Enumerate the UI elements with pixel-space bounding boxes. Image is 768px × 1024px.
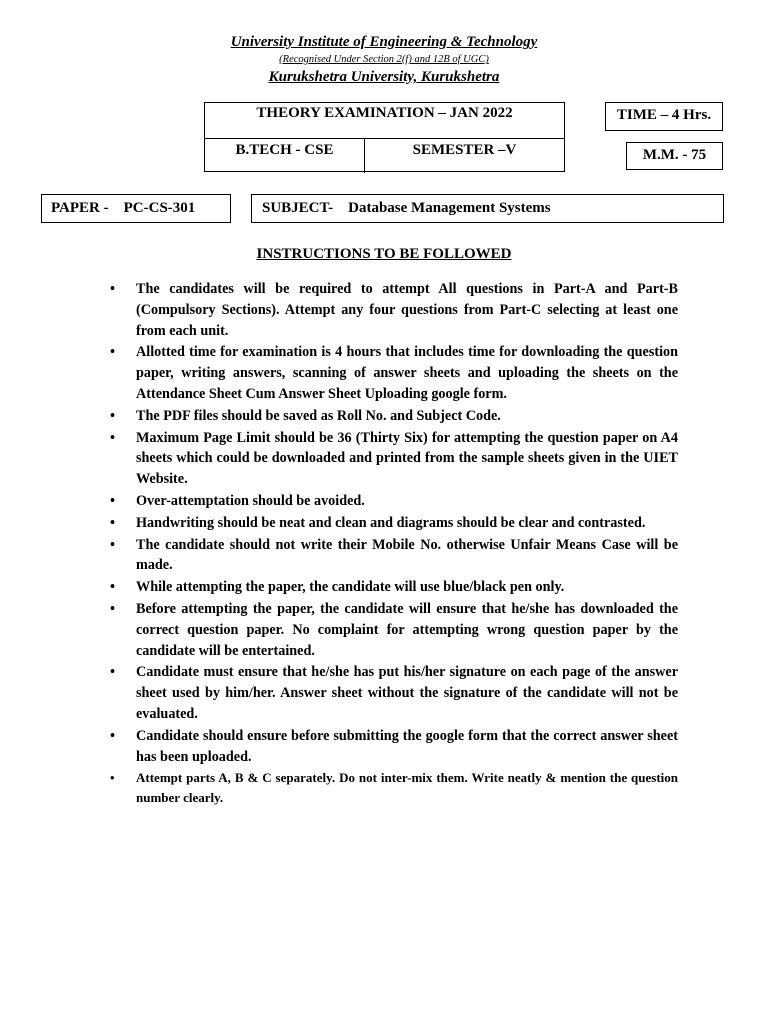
list-item <box>110 279 678 341</box>
instruction-text: The candidate should not write their Mobile No. otherwise Unfair Means Case will be made. <box>136 536 678 574</box>
list-item <box>110 599 678 661</box>
bullet: • <box>110 407 115 424</box>
bullet: • <box>110 281 115 297</box>
instruction-text: Attempt parts A, B & C separately. Do not inter-mix them. Write neatly & mention the question number clearly. <box>136 770 678 806</box>
instruction-text: The candidates will be required to attempt All questions in Part-A and Part-B (Compulsory Sections). Attempt any four questions from Part-C selecting at least one from each unit. <box>136 281 678 339</box>
list-item <box>110 428 678 490</box>
bullet: • <box>110 770 115 786</box>
bullet: • <box>110 600 115 617</box>
list-item <box>110 768 678 808</box>
instruction-text: While attempting the paper, the candidate will use blue/black pen only. <box>136 579 565 596</box>
instruction-text: Candidate should ensure before submitting the google form that the correct answer sheet has been uploaded. <box>136 727 678 765</box>
instruction-text: Allotted time for examination is 4 hours that includes time for downloading the question paper, writing answers, scanning of answer sheets and uploading the sheets on the Attendance Sheet Cum Answer Sheet Uploading google form. <box>136 344 678 402</box>
bullet: • <box>110 579 115 596</box>
list-item <box>110 535 678 577</box>
bullet: • <box>110 514 115 531</box>
max-marks-box: M.M. - 75 <box>626 142 723 170</box>
list-item <box>110 491 678 512</box>
bullet: • <box>110 727 115 744</box>
instructions-list <box>110 279 678 809</box>
instruction-text: The PDF files should be saved as Roll No. and Subject Code. <box>136 407 501 424</box>
bullet: • <box>110 536 115 553</box>
exam-info-box <box>204 102 565 172</box>
recognition-note: (Recognised Under Section 2(f) and 12B of UGC) <box>279 54 489 65</box>
instruction-text: Over-attemptation should be avoided. <box>136 492 365 509</box>
bullet: • <box>110 664 115 681</box>
bullet: • <box>110 344 115 361</box>
subject-box: SUBJECT- Database Management Systems <box>251 194 724 223</box>
course-cell: B.TECH - CSE <box>205 139 365 173</box>
list-item <box>110 406 678 427</box>
exam-title: THEORY EXAMINATION – JAN 2022 <box>256 105 513 121</box>
instruction-text: Handwriting should be neat and clean and diagrams should be clear and contrasted. <box>136 514 646 531</box>
bullet: • <box>110 492 115 509</box>
institute-name: University Institute of Engineering & Technology <box>230 34 538 50</box>
semester-cell: SEMESTER –V <box>412 142 517 158</box>
paper-code-box: PAPER - PC-CS-301 <box>41 194 231 223</box>
instruction-text: Maximum Page Limit should be 36 (Thirty Six) for attempting the question paper on A4 sheets which could be downloaded and printed from the sample sheets given in the UIET Website. <box>136 429 678 488</box>
university-name: Kurukshetra University, Kurukshetra <box>268 69 500 85</box>
list-item <box>110 513 678 534</box>
list-item <box>110 577 678 598</box>
instruction-text: Before attempting the paper, the candidate will ensure that he/she has downloaded the correct question paper. No complaint for attempting wrong question paper by the candidate will be entertained. <box>136 600 678 659</box>
time-box: TIME – 4 Hrs. <box>605 102 723 131</box>
instruction-text: Candidate must ensure that he/she has put his/her signature on each page of the answer sheet used by him/her. Answer sheet without the signature of the candidate will not be evaluated. <box>136 664 678 722</box>
list-item <box>110 662 678 724</box>
list-item <box>110 342 678 404</box>
bullet: • <box>110 429 115 446</box>
instructions-heading: INSTRUCTIONS TO BE FOLLOWED <box>256 246 512 262</box>
list-item <box>110 726 678 768</box>
exam-info-row <box>205 138 564 173</box>
